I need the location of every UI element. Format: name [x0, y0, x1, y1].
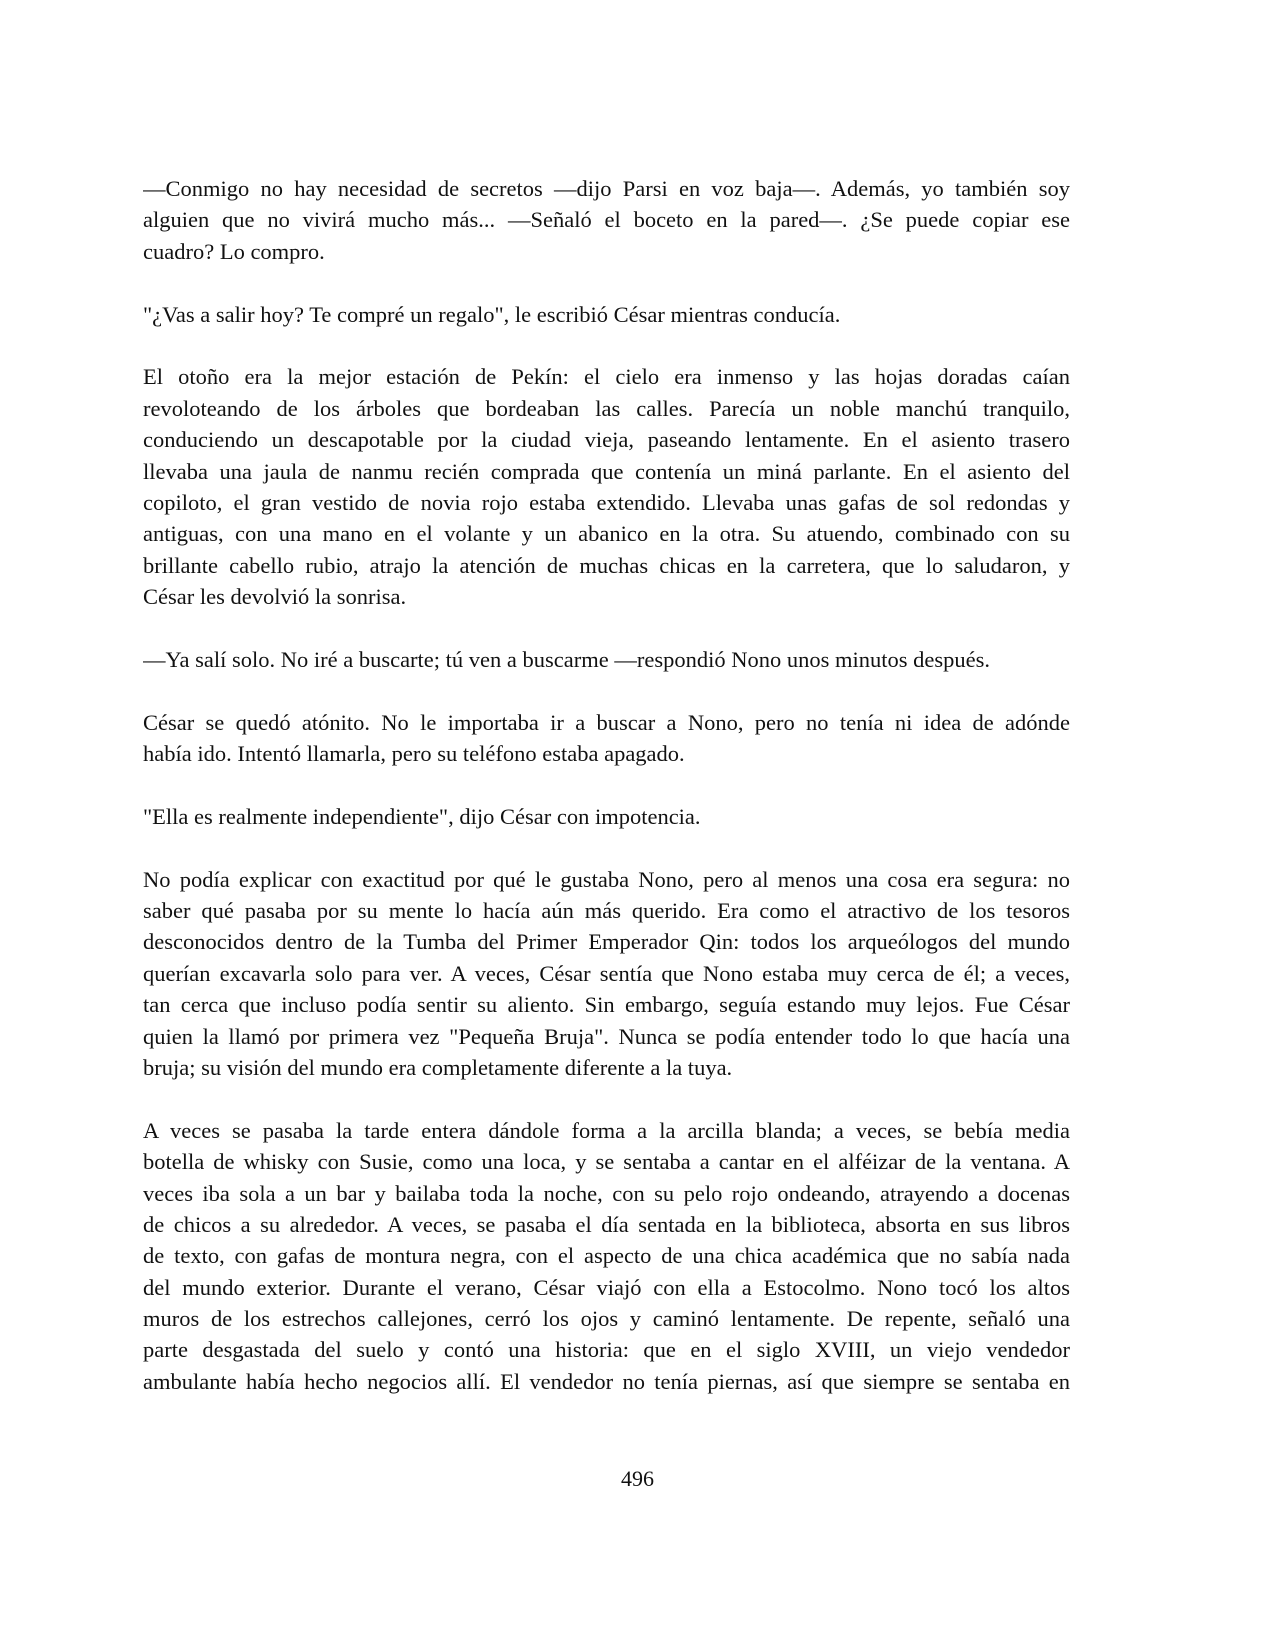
- text-line: "¿Vas a salir hoy? Te compré un regalo", le escribió César mientras conducía.: [143, 301, 841, 327]
- text-line: César se quedó atónito. No le importaba ir a buscar a Nono, pero no tenía ni idea de adónde: [143, 709, 1070, 735]
- text-line: parte desgastada del suelo y contó una historia: que en el siglo XVIII, un viejo vendedor: [143, 1337, 1070, 1363]
- text-line: —Ya salí solo. No iré a buscarte; tú ven a buscarme —respondió Nono unos minutos después.: [143, 646, 990, 672]
- text-line: conduciendo un descapotable por la ciudad vieja, paseando lentamente. En el asiento trasero: [143, 427, 1070, 453]
- text-line: desconocidos dentro de la Tumba del Primer Emperador Qin: todos los arqueólogos del mundo: [143, 929, 1070, 955]
- text-line: cuadro? Lo compro.: [143, 238, 325, 264]
- text-line: querían excavarla solo para ver. A veces, César sentía que Nono estaba muy cerca de él; a veces,: [143, 960, 1070, 986]
- paragraph: [143, 801, 1070, 832]
- page-number: 496: [621, 1466, 654, 1491]
- text-line: tan cerca que incluso podía sentir su aliento. Sin embargo, seguía estando muy lejos. Fue César: [143, 992, 1070, 1018]
- text-line: El otoño era la mejor estación de Pekín: el cielo era inmenso y las hojas doradas caían: [143, 364, 1070, 390]
- page-body: [143, 173, 1070, 1429]
- text-line: "Ella es realmente independiente", dijo César con impotencia.: [143, 803, 701, 829]
- text-line: A veces se pasaba la tarde entera dándole forma a la arcilla blanda; a veces, se bebía media: [143, 1117, 1070, 1143]
- text-line: copiloto, el gran vestido de novia rojo estaba extendido. Llevaba unas gafas de sol redondas y: [143, 489, 1070, 515]
- text-line: muros de los estrechos callejones, cerró los ojos y caminó lentamente. De repente, señaló una: [143, 1306, 1070, 1332]
- text-line: quien la llamó por primera vez "Pequeña Bruja". Nunca se podía entender todo lo que hacía una: [143, 1023, 1070, 1049]
- text-line: antiguas, con una mano en el volante y un abanico en la otra. Su atuendo, combinado con su: [143, 521, 1070, 547]
- text-line: de chicos a su alrededor. A veces, se pasaba el día sentada en la biblioteca, absorta en sus libros: [143, 1211, 1070, 1237]
- text-line: alguien que no vivirá mucho más... —Señaló el boceto en la pared—. ¿Se puede copiar ese: [143, 207, 1070, 233]
- text-line: había ido. Intentó llamarla, pero su teléfono estaba apagado.: [143, 741, 685, 767]
- text-line: saber qué pasaba por su mente lo hacía aún más querido. Era como el atractivo de los tesoros: [143, 897, 1070, 923]
- text-line: botella de whisky con Susie, como una loca, y se sentaba a cantar en el alféizar de la ventana. A: [143, 1149, 1070, 1175]
- paragraph: [143, 864, 1070, 1084]
- text-line: de texto, con gafas de montura negra, con el aspecto de una chica académica que no sabía nada: [143, 1243, 1070, 1269]
- text-line: veces iba sola a un bar y bailaba toda la noche, con su pelo rojo ondeando, atrayendo a docenas: [143, 1180, 1070, 1206]
- paragraph: [143, 173, 1070, 267]
- paragraph: [143, 361, 1070, 612]
- paragraph: [143, 1115, 1070, 1398]
- text-line: —Conmigo no hay necesidad de secretos —dijo Parsi en voz baja—. Además, yo también soy: [143, 176, 1070, 201]
- paragraph: [143, 644, 1070, 675]
- text-line: revoloteando de los árboles que bordeaban las calles. Parecía un noble manchú tranquilo,: [143, 395, 1070, 421]
- text-line: No podía explicar con exactitud por qué le gustaba Nono, pero al menos una cosa era segura: no: [143, 866, 1070, 892]
- text-line: César les devolvió la sonrisa.: [143, 584, 407, 610]
- paragraph: [143, 707, 1070, 770]
- text-line: ambulante había hecho negocios allí. El vendedor no tenía piernas, así que siempre se sentaba en: [143, 1368, 1070, 1394]
- text-line: brillante cabello rubio, atrajo la atención de muchas chicas en la carretera, que lo saludaron, y: [143, 552, 1070, 578]
- text-line: bruja; su visión del mundo era completamente diferente a la tuya.: [143, 1054, 733, 1080]
- text-line: llevaba una jaula de nanmu recién comprada que contenía un miná parlante. En el asiento del: [143, 458, 1070, 484]
- text-line: del mundo exterior. Durante el verano, César viajó con ella a Estocolmo. Nono tocó los altos: [143, 1274, 1070, 1300]
- paragraph: [143, 299, 1070, 330]
